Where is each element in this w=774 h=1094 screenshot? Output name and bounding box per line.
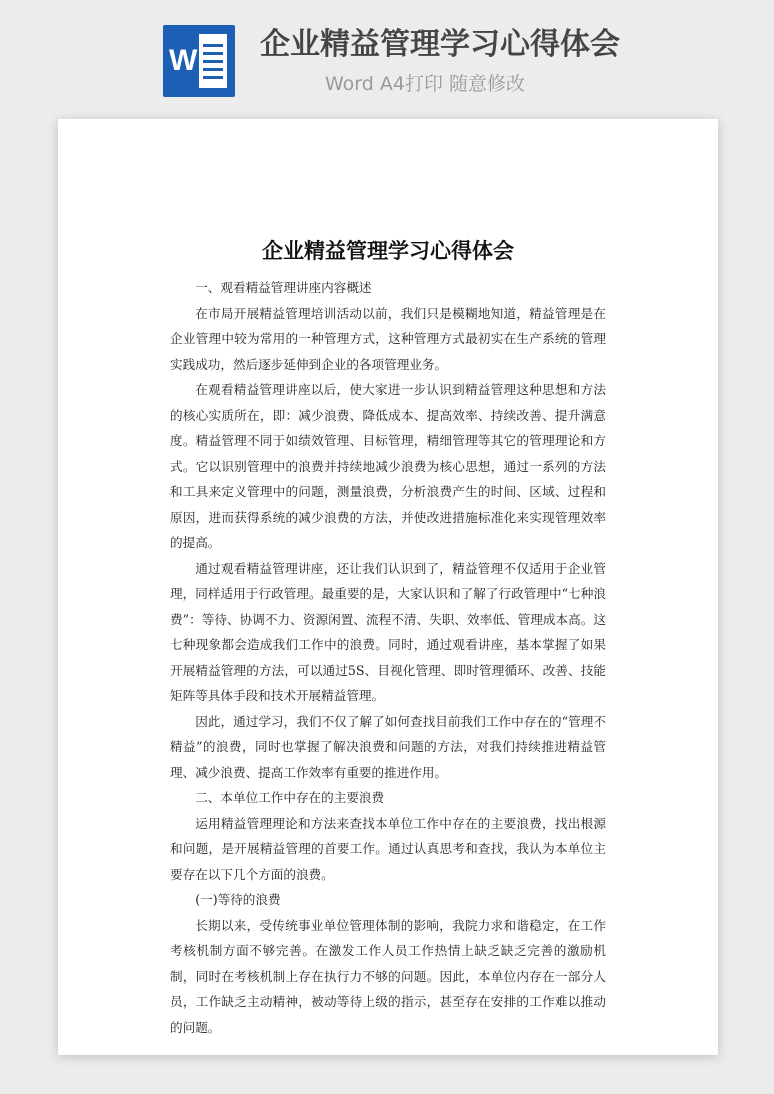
page-header — [0, 0, 774, 110]
banner-title: 企业精益管理学习心得体会 — [260, 27, 620, 62]
subsection-heading: (一)等待的浪费 — [195, 892, 281, 907]
document-title: 企业精益管理学习心得体会 — [262, 238, 514, 263]
section-heading: 二、本单位工作中存在的主要浪费 — [195, 790, 385, 805]
word-app-icon — [163, 25, 235, 97]
word-icon-letter: W — [169, 44, 198, 77]
banner-subtitle: Word A4打印 随意修改 — [325, 73, 526, 95]
paragraph: 运用精益管理理论和方法来查找本单位工作中存在的主要浪费，找出根源和问题，是开展精益管理的首要工作。通过认真思考和查找，我认为本单位主要存在以下几个方面的浪费。 — [170, 815, 606, 882]
paragraph: 在市局开展精益管理培训活动以前，我们只是模糊地知道，精益管理是在企业管理中较为常用的一种管理方式，这种管理方式最初实在生产系统的管理实践成功，然后逐步延伸到企业的各项管理业务。 — [170, 305, 606, 372]
document-body — [170, 275, 606, 1040]
paragraph: 通过观看精益管理讲座，还让我们认识到了，精益管理不仅适用于企业管理，同样适用于行政管理。最重要的是，大家认识和了解了行政管理中“七种浪费”：等待、协调不力、资源闲置、流程不清、失职、效率低、管理成本高。这七种现象都会造成我们工作中的浪费。同时，通过观看讲座，基本掌握了如果开展精益管理的方法，可以通过5S、目视化管理、即时管理循环、改善、技能矩阵等具体手段和技术开展精益管理。 — [170, 560, 606, 703]
paragraph: 在观看精益管理讲座以后，使大家进一步认识到精益管理这种思想和方法的核心实质所在，即：减少浪费、降低成本、提高效率、持续改善、提升满意度。精益管理不同于如绩效管理、目标管理，精细管理等其它的管理理论和方式。它以识别管理中的浪费并持续地减少浪费为核心思想，通过一系列的方法和工具来定义管理中的问题，测量浪费，分析浪费产生的时间、区域、过程和原因，进而获得系统的减少浪费的方法，并使改进措施标准化来实现管理效率的提高。 — [170, 382, 606, 550]
document-page — [58, 119, 718, 1055]
paragraph: 因此，通过学习，我们不仅了解了如何查找目前我们工作中存在的“管理不精益”的浪费，同时也掌握了解决浪费和问题的方法，对我们持续推进精益管理、减少浪费、提高工作效率有重要的推进作用。 — [170, 713, 606, 780]
paragraph: 长期以来，受传统事业单位管理体制的影响，我院力求和谐稳定，在工作考核机制方面不够完善。在激发工作人员工作热情上缺乏缺乏完善的激励机制，同时在考核机制上存在执行力不够的问题。因此，本单位内存在一部分人员，工作缺乏主动精神，被动等待上级的指示，甚至存在安排的工作难以推动的问题。 — [170, 917, 606, 1035]
section-heading: 一、观看精益管理讲座内容概述 — [195, 280, 372, 295]
